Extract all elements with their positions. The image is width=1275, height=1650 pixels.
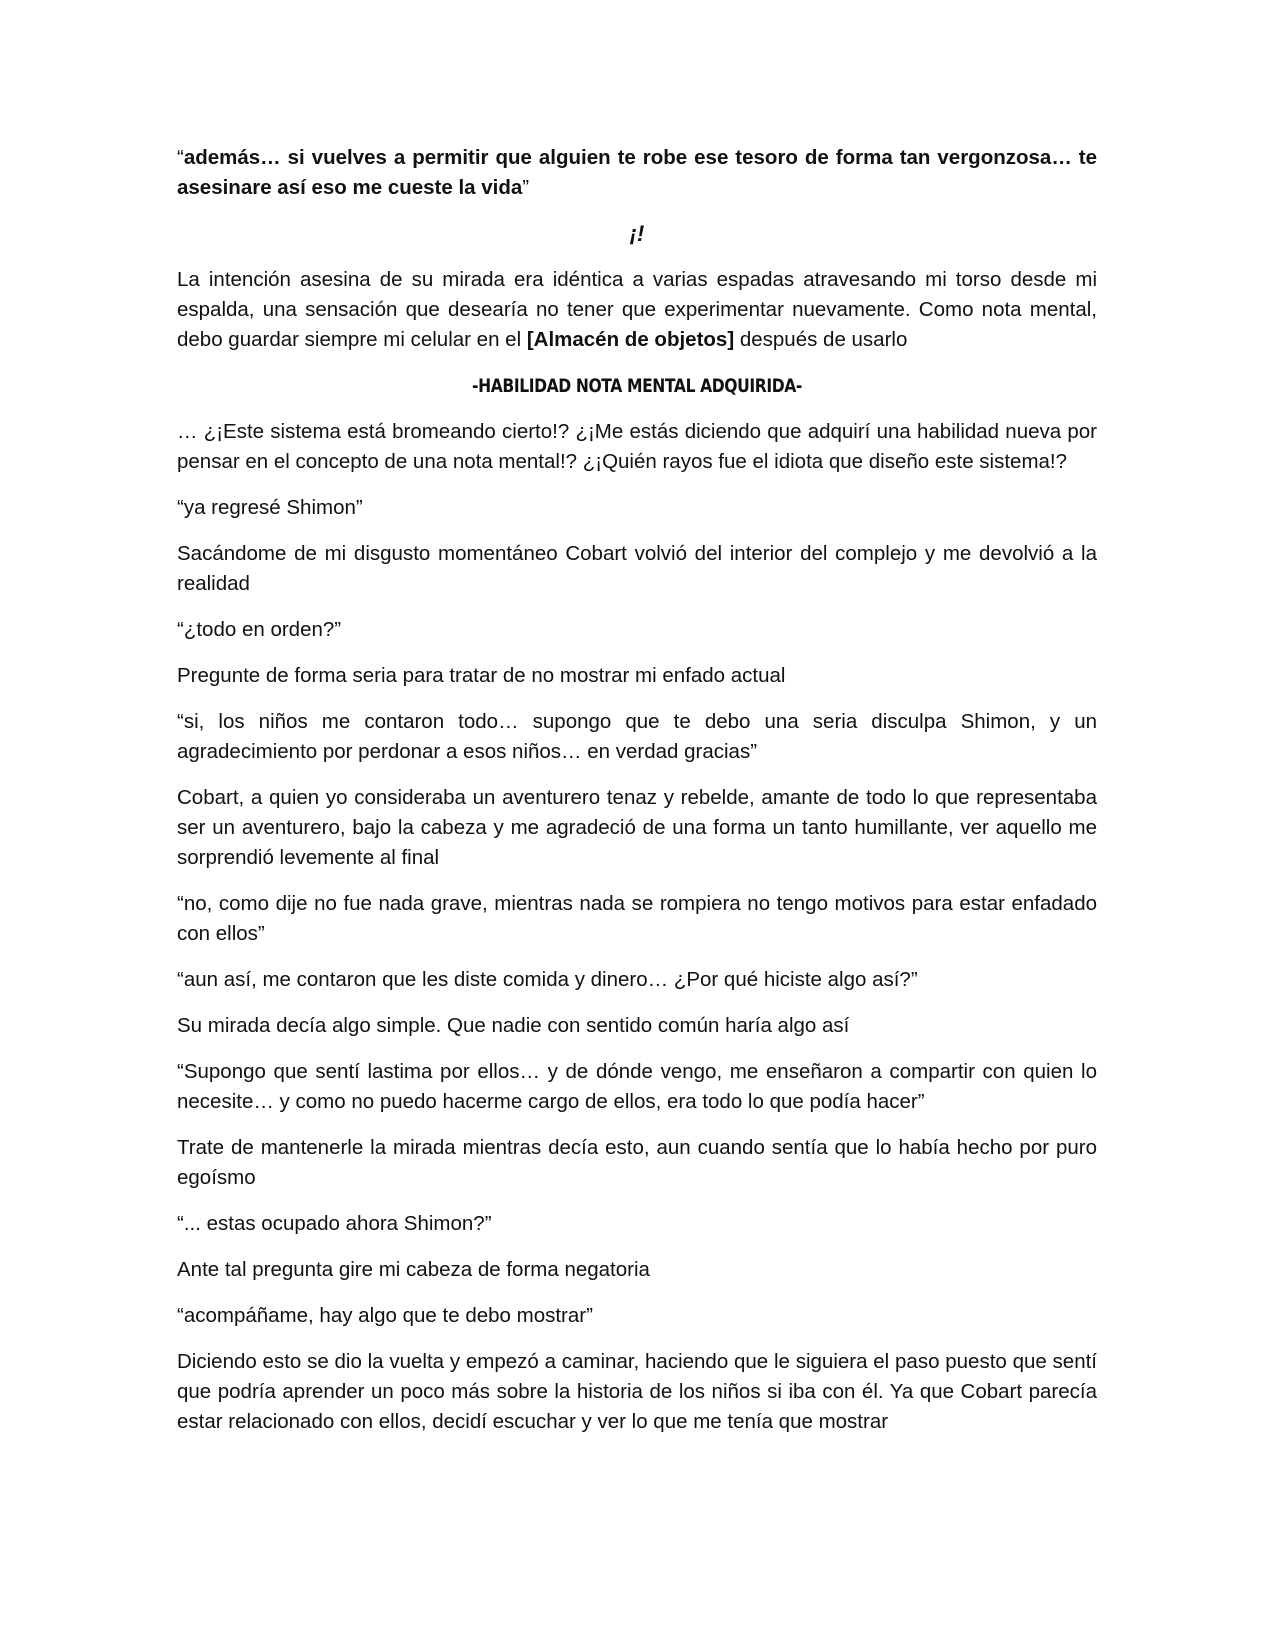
killing-intent-end: después de usarlo [734, 328, 908, 351]
paragraph-dialogue-apology: “si, los niños me contaron todo… supongo que te debo una seria disculpa Shimon, y un agradecimiento por perdonar a esos niños… en verdad gracias” [177, 710, 1097, 763]
paragraph-asked-seriously: Pregunte de forma seria para tratar de no mostrar mi enfado actual [177, 664, 786, 687]
paragraph-dialogue-nothing-serious: “no, como dije no fue nada grave, mientras nada se rompiera no tengo motivos para estar enfadado con ellos” [177, 892, 1097, 945]
paragraph-dialogue-follow: “acompáñame, hay algo que te debo mostrar” [177, 1304, 593, 1327]
paragraph-dialogue-order: “¿todo en orden?” [177, 618, 342, 641]
paragraph-dialogue-busy: “... estas ocupado ahora Shimon?” [177, 1212, 492, 1235]
paragraph-cobart-returns: Sacándome de mi disgusto momentáneo Cobart volvió del interior del complejo y me devolvió a la realidad [177, 542, 1097, 595]
open-quote: “ [177, 146, 184, 169]
paragraph-gaze: Su mirada decía algo simple. Que nadie con sentido común haría algo así [177, 1014, 850, 1037]
item-storage-label: [Almacén de objetos] [526, 328, 735, 351]
paragraph-dialogue-return: “ya regresé Shimon” [177, 496, 363, 519]
killing-intent-text: La intención asesina de su mirada era idéntica a varias espadas atravesando mi torso desde mi espalda, una sensación que desearía no tener que experimentar nuevamente. Como nota mental, debo guardar siempre mi celular en el [177, 268, 1097, 351]
skill-acquired-banner: -HABILIDAD NOTA MENTAL ADQUIRIDA- [472, 375, 802, 397]
paragraph-threat [177, 143, 1097, 203]
document-page [177, 143, 1097, 1453]
paragraph-dialogue-why: “aun así, me contaron que les diste comida y dinero… ¿Por qué hiciste algo así?” [177, 968, 918, 991]
paragraph-killing-intent [177, 265, 1097, 355]
paragraph-walk-away: Diciendo esto se dio la vuelta y empezó a caminar, haciendo que le siguiera el paso puesto que sentí que podría aprender un poco más sobre la historia de los niños si iba con él. Ya que Cobart parecía estar relacionado con ellos, decidí escuchar y ver lo que me tenía que mostrar [177, 1350, 1097, 1433]
paragraph-system-rant: … ¿¡Este sistema está bromeando cierto!? ¿¡Me estás diciendo que adquirí una habilidad nueva por pensar en el concepto de una nota mental!? ¿¡Quién rayos fue el idiota que diseño este sistema!? [177, 420, 1097, 473]
close-quote: ” [522, 176, 530, 199]
threat-text: además… si vuelves a permitir que alguien te robe ese tesoro de forma tan vergonzosa… te asesinare así eso me cueste la vida [177, 146, 1097, 199]
paragraph-egoism: Trate de mantenerle la mirada mientras decía esto, aun cuando sentía que lo había hecho por puro egoísmo [177, 1136, 1097, 1189]
paragraph-dialogue-pity: “Supongo que sentí lastima por ellos… y de dónde vengo, me enseñaron a compartir con quien lo necesite… y como no puedo hacerme cargo de ellos, era todo lo que podía hacer” [177, 1060, 1097, 1113]
exclamation-mark: ¡! [629, 221, 645, 246]
paragraph-cobart-bows: Cobart, a quien yo consideraba un aventurero tenaz y rebelde, amante de todo lo que representaba ser un aventurero, bajo la cabeza y me agradeció de una forma un tanto humillante, ver aquello me sorprendió levemente al final [177, 786, 1097, 869]
paragraph-head-shake: Ante tal pregunta gire mi cabeza de forma negatoria [177, 1258, 650, 1281]
